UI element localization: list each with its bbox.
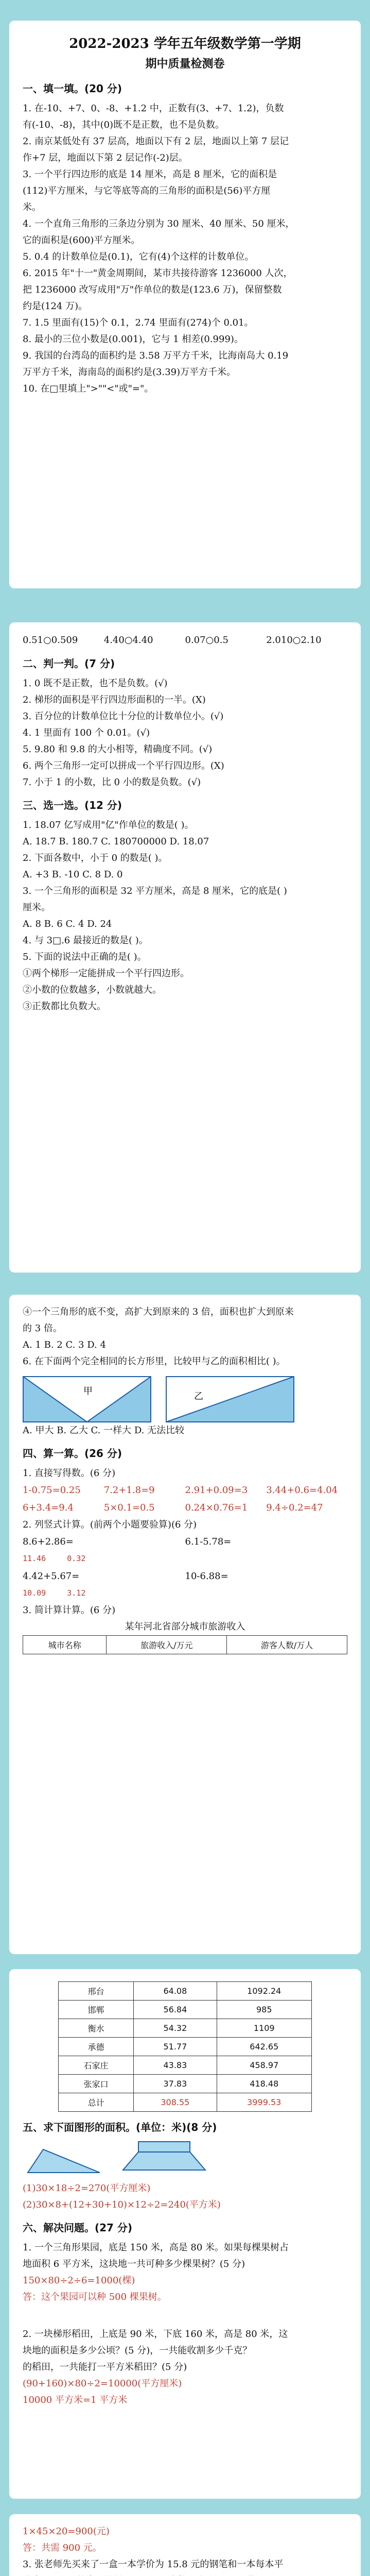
table-cell: 37.83 xyxy=(133,2075,217,2093)
table-cell: 衡水 xyxy=(59,2019,133,2038)
question-line: 4. 一个直角三角形的三条边分别为 30 厘米、40 厘米、50 厘米， xyxy=(23,218,295,229)
simplify-title: 3. 简计算计算。(6 分) xyxy=(23,1605,116,1616)
calc-row xyxy=(23,1482,347,1499)
table-cell: 1092.24 xyxy=(217,1982,311,2001)
tourism-table xyxy=(58,1981,311,2112)
choice-line: 1. 18.07 亿写成用"亿"作单位的数是( )。 xyxy=(23,820,194,831)
section-heading: 二、判一判。(7 分) xyxy=(23,657,115,670)
area-answer: (1)30×18÷2=270(平方厘米) xyxy=(23,2183,151,2194)
judge-item: 4. 1 里面有 100 个 0.01。(√) xyxy=(23,727,150,738)
table-cell: 邢台 xyxy=(59,1982,133,2001)
choice-line: ③正数都比负数大。 xyxy=(23,1001,106,1012)
question-line: 6. 在下面两个完全相同的长方形里，比较甲与乙的面积相比( )。 xyxy=(23,1356,286,1367)
page-3 xyxy=(9,1295,361,1954)
vertical-answer: 10.09 xyxy=(23,1588,46,1598)
table-cell: 308.55 xyxy=(133,2093,217,2112)
calc-item: 5×0.1=0.5 xyxy=(103,1502,155,1513)
section-heading: 六、解决问题。(27 分) xyxy=(23,2222,133,2234)
question-line: 2. 南京某低处有 37 层高，地面以下有 2 层，地面以上第 7 层记 xyxy=(23,136,289,147)
calc-row xyxy=(23,1499,347,1517)
page-1 xyxy=(9,21,361,588)
compare-item: 0.07○0.5 xyxy=(185,635,228,646)
question-line: 1. 在-10、+7、0、-8、+1.2 中，正数有(3、+7、1.2)，负数 xyxy=(23,103,284,114)
question-line: 1. 一个三角形果园，底是 150 米，高是 80 米。如果每棵果树占 xyxy=(23,2242,289,2253)
vertical-answer: 0.32 xyxy=(67,1554,86,1563)
choice-line: ②小数的位数越多，小数就越大。 xyxy=(23,985,162,995)
calc-item: 7.2+1.8=9 xyxy=(103,1485,155,1496)
answer-line: 答：共需 900 元。 xyxy=(23,2543,102,2553)
calc-item: 2.91+0.09=3 xyxy=(185,1485,248,1496)
question-line: 把 1236000 改写成用"万"作单位的数是(123.6 万)，保留整数 xyxy=(23,284,282,295)
vertical-answer: 11.46 xyxy=(23,1554,46,1563)
table-row xyxy=(59,2019,311,2038)
doc-title: 2022-2023 学年五年级数学第一学期 xyxy=(69,36,301,52)
table-row xyxy=(59,2056,311,2075)
choice-line: ①两个梯形一定能拼成一个平行四边形。 xyxy=(23,968,189,979)
area-answer: (2)30×8+(12+30+10)×12÷2=240(平方米) xyxy=(23,2199,221,2210)
table-cell: 邯郸 xyxy=(59,2001,133,2019)
section-heading: 五、求下面图形的面积。(单位：米)(8 分) xyxy=(23,2121,217,2133)
compare-item: 2.010○2.10 xyxy=(266,635,322,646)
choice-line: A. +3 B. -10 C. 8 D. 0 xyxy=(23,869,123,880)
vertical-eq: 8.6+2.86= xyxy=(23,1536,74,1547)
table-cell: 1109 xyxy=(217,2019,311,2038)
question-line: A. 1 B. 2 C. 3 D. 4 xyxy=(23,1340,106,1350)
question-line: 3. 张老师先买来了一盒一本学价为 15.8 元的钢笔和一本每本平 xyxy=(23,2559,284,2570)
vertical-work xyxy=(23,1588,347,1598)
table-cell: 418.48 xyxy=(217,2075,311,2093)
question-line: 3. 一个平行四边形的底是 14 厘米，高是 8 厘米，它的面积是 xyxy=(23,169,277,180)
table-cell: 43.83 xyxy=(133,2056,217,2075)
calc-item: 3.44+0.6=4.04 xyxy=(266,1485,338,1496)
doc-subtitle: 期中质量检测卷 xyxy=(145,57,225,71)
vertical-eq: 6.1-5.78= xyxy=(185,1536,232,1547)
vertical-answer: 3.12 xyxy=(67,1588,86,1598)
answer-line: (90+160)×80÷2=10000(平方厘米) xyxy=(23,2378,182,2389)
page-5 xyxy=(9,2514,361,2576)
question-line: 5. 0.4 的计数单位是(0.1)，它有(4)个这样的计数单位。 xyxy=(23,251,254,262)
choice-line: 4. 与 3□.6 最接近的数是( )。 xyxy=(23,935,148,946)
question-line: 有(-10、-8)，其中(0)既不是正数，也不是负数。 xyxy=(23,120,225,130)
table-cell: 54.32 xyxy=(133,2019,217,2038)
question-line xyxy=(23,2573,347,2576)
judge-item: 1. 0 既不是正数，也不是负数。(√) xyxy=(23,678,168,689)
table-cell: 56.84 xyxy=(133,2001,217,2019)
table-row xyxy=(59,2001,311,2019)
section-heading: 一、填一填。(20 分) xyxy=(23,82,122,95)
judge-item: 6. 两个三角形一定可以拼成一个平行四边形。(X) xyxy=(23,760,224,771)
choice-line: 2. 下面各数中，小于 0 的数是( )。 xyxy=(23,853,168,863)
table-cell: 3999.53 xyxy=(217,2093,311,2112)
table-cell: 985 xyxy=(217,2001,311,2019)
question-line: 作+7 层，地面以下第 2 层记作(-2)层。 xyxy=(23,152,188,163)
question-line: 8. 最小的三位小数是(0.001)，它与 1 相差(0.999)。 xyxy=(23,334,243,345)
question-line: 地面积 6 平方米，这块地一共可种多少棵果树？(5 分) xyxy=(23,2259,245,2269)
area-figures xyxy=(23,2139,347,2177)
vertical-title: 2. 列竖式计算。(前两个小题要验算)(6 分) xyxy=(23,1519,197,1530)
choice-line: A. 18.7 B. 180.7 C. 180700000 D. 18.07 xyxy=(23,836,209,847)
question-line: 10. 在□里填上">""<"或"="。 xyxy=(23,383,154,394)
vertical-work xyxy=(23,1554,347,1564)
section-heading: 三、选一选。(12 分) xyxy=(23,799,122,811)
answer-line: 1×45×20=900(元) xyxy=(23,2526,110,2537)
table-title: 某年河北省部分城市旅游收入 xyxy=(125,1621,245,1632)
calc-item: 6+3.4=9.4 xyxy=(23,1502,74,1513)
table-cell: 51.77 xyxy=(133,2038,217,2056)
table-row xyxy=(59,2075,311,2093)
area-figure-triangle xyxy=(23,2144,105,2175)
question-line: ④一个三角形的底不变，高扩大到原来的 3 倍，面积也扩大到原来 xyxy=(23,1307,294,1317)
section-heading: 四、算一算。(26 分) xyxy=(23,1447,122,1460)
table-cell: 张家口 xyxy=(59,2075,133,2093)
question-line: 块地的面积是多少公顷？(5 分)，一共能收割多少千克？ xyxy=(23,2345,252,2356)
question-line: 2. 一块梯形稻田，上底是 90 米，下底 160 米，高是 80 米，这 xyxy=(23,2329,288,2340)
table-cell: 总计 xyxy=(59,2093,133,2112)
table-header-cell: 旅游收入/万元 xyxy=(107,1636,227,1654)
table-cell: 石家庄 xyxy=(59,2056,133,2075)
question-line: 6. 2015 年"十一"黄金周期间，某市共接待游客 1236000 人次， xyxy=(23,268,293,279)
question-line: 约是(124 万)。 xyxy=(23,301,88,312)
table-cell: 64.08 xyxy=(133,1982,217,2001)
calc-item: 1-0.75=0.25 xyxy=(23,1485,81,1496)
calc-item: 9.4÷0.2=47 xyxy=(266,1502,323,1513)
rectangle-yi xyxy=(166,1376,294,1422)
answer-line: 10000 平方米=1 平方米 xyxy=(23,2395,128,2405)
choice-line: 厘米。 xyxy=(23,902,50,913)
table-row xyxy=(59,2093,311,2112)
judge-item: 7. 小于 1 的小数，比 0 小的数是负数。(√) xyxy=(23,777,201,788)
label-jia: 甲 xyxy=(83,1386,93,1397)
tourism-table-header xyxy=(23,1635,347,1654)
page-4 xyxy=(9,1969,361,2499)
page-2 xyxy=(9,622,361,1273)
vertical-eq-row xyxy=(23,1568,347,1585)
question-line: 的 3 倍。 xyxy=(23,1323,62,1334)
options-line: A. 甲大 B. 乙大 C. 一样大 D. 无法比较 xyxy=(23,1425,185,1436)
table-cell: 承德 xyxy=(59,2038,133,2056)
question-line: 万平方千米，海南岛的面积约是(3.39)万平方千米。 xyxy=(23,367,236,378)
compare-row xyxy=(23,632,347,649)
table-cell: 642.65 xyxy=(217,2038,311,2056)
calc-title: 1. 直接写得数。(6 分) xyxy=(23,1468,116,1479)
choice-line: 5. 下面的说法中正确的是( )。 xyxy=(23,952,147,962)
choice-line: A. 8 B. 6 C. 4 D. 24 xyxy=(23,919,112,929)
calc-item: 0.24×0.76=1 xyxy=(185,1502,248,1513)
answer-line: 答：这个果园可以种 500 棵果树。 xyxy=(23,2292,167,2302)
question-line: 它的面积是(600)平方厘米。 xyxy=(23,235,140,246)
question-line: 7. 1.5 里面有(15)个 0.1，2.74 里面有(274)个 0.01。 xyxy=(23,317,254,328)
answer-line: 150×80÷2÷6=1000(棵) xyxy=(23,2275,135,2286)
vertical-eq-row xyxy=(23,1533,347,1551)
table-cell: 458.97 xyxy=(217,2056,311,2075)
rectangle-jia xyxy=(23,1376,151,1422)
table-row xyxy=(59,1982,311,2001)
judge-item: 3. 百分位的计数单位比十分位的计数单位小。(√) xyxy=(23,711,224,722)
choice-line: 3. 一个三角形的面积是 32 平方厘米，高是 8 厘米，它的底是( ) xyxy=(23,886,287,896)
question-line: 9. 我国的台湾岛的面积约是 3.58 万平方千米，比海南岛大 0.19 xyxy=(23,350,289,361)
area-figure-composite xyxy=(118,2139,210,2175)
compare-item: 4.40○4.40 xyxy=(103,635,153,646)
judge-item: 2. 梯形的面积是平行四边形面积的一半。(X) xyxy=(23,694,206,705)
question-line: (112)平方厘米，与它等底等高的三角形的面积是(56)平方厘 xyxy=(23,185,271,196)
vertical-eq: 10-6.88= xyxy=(185,1571,228,1582)
judge-item: 5. 9.80 和 9.8 的大小相等，精确度不同。(√) xyxy=(23,744,213,755)
table-header-cell: 城市名称 xyxy=(23,1636,107,1654)
vertical-eq: 4.42+5.67= xyxy=(23,1571,80,1582)
table-row xyxy=(59,2038,311,2056)
rectangle-figures xyxy=(23,1376,347,1422)
label-yi: 乙 xyxy=(194,1391,203,1402)
compare-item: 0.51○0.509 xyxy=(23,635,78,646)
question-line: 的稻田，一共能打一平方米稻田？(5 分) xyxy=(23,2362,187,2372)
table-header-cell: 游客人数/万人 xyxy=(227,1636,347,1654)
question-line: 米。 xyxy=(23,202,41,213)
